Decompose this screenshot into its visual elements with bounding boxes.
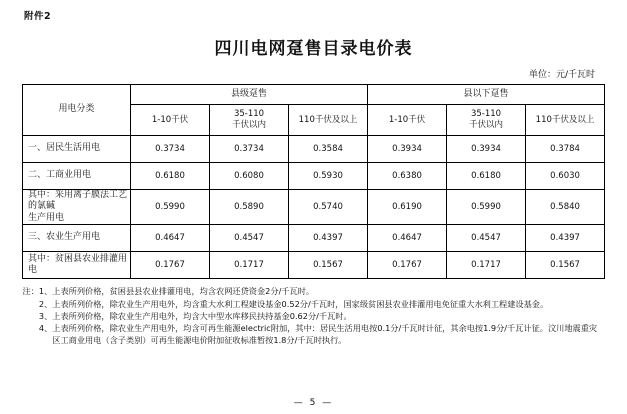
header-group-below-county: 县以下趸售	[368, 85, 605, 105]
header-sub-4: 1-10千伏	[368, 105, 447, 136]
cell-value: 0.6180	[131, 163, 210, 190]
note-number: 3、	[38, 310, 53, 321]
cell-value: 0.5840	[526, 190, 605, 225]
cell-value: 0.6180	[447, 163, 526, 190]
row-category: 一、居民生活用电	[23, 136, 131, 163]
notes-label: 注：	[22, 286, 39, 296]
cell-value: 0.3734	[131, 136, 210, 163]
cell-value: 0.4397	[289, 225, 368, 252]
cell-value: 0.3734	[210, 136, 289, 163]
row-category: 三、农业生产用电	[23, 225, 131, 252]
cell-value: 0.3934	[447, 136, 526, 163]
note-text: 上表所列价格，贫困县县农业排灌用电，均含农网还贷资金2分/千瓦时。	[52, 286, 315, 296]
row-category: 其中：贫困县农业排灌用电	[23, 252, 131, 279]
cell-value: 0.6080	[210, 163, 289, 190]
page-number: — 5 —	[293, 398, 334, 408]
table-header-row-groups	[23, 85, 605, 105]
row-category-line2: 生产用电	[28, 212, 65, 223]
cell-value: 0.1717	[447, 252, 526, 279]
note-text: 上表所列价格，除农业生产用电外，均含大中型水库移民扶持基金0.62分/千瓦时。	[52, 310, 352, 321]
cell-value: 0.6190	[368, 190, 447, 225]
header-sub-3: 110千伏及以上	[289, 105, 368, 136]
header-sub-2-line1: 35-110	[233, 109, 265, 120]
header-group-county: 县级趸售	[131, 85, 368, 105]
note-number: 1、	[38, 286, 53, 296]
cell-value: 0.5990	[447, 190, 526, 225]
header-sub-5-line1: 35-110	[470, 109, 502, 120]
row-category: 二、工商业用电	[23, 163, 131, 190]
cell-value: 0.1767	[131, 252, 210, 279]
note-item	[23, 323, 605, 347]
row-category-line1: 其中：采用离子膜法工艺的氯碱	[28, 190, 128, 212]
cell-value: 0.1717	[210, 252, 289, 279]
cell-value: 0.6030	[526, 163, 605, 190]
header-sub-2	[210, 105, 289, 136]
header-sub-1: 1-10千伏	[131, 105, 210, 136]
table-row	[23, 136, 605, 163]
cell-value: 0.5890	[210, 190, 289, 225]
header-sub-5	[447, 105, 526, 136]
note-number: 4、	[38, 322, 53, 333]
note-item	[23, 299, 605, 311]
cell-value: 0.1567	[289, 252, 368, 279]
cell-value: 0.3934	[368, 136, 447, 163]
cell-value: 0.6380	[368, 163, 447, 190]
page-title: 四川电网趸售目录电价表	[214, 39, 413, 59]
table-row	[23, 225, 605, 252]
cell-value: 0.4397	[526, 225, 605, 252]
cell-value: 0.3584	[289, 136, 368, 163]
note-item	[23, 311, 605, 323]
header-sub-6: 110千伏及以上	[526, 105, 605, 136]
unit-note: 单位：元/千瓦时	[528, 70, 595, 80]
note-item	[23, 286, 605, 298]
cell-value: 0.4647	[368, 225, 447, 252]
cell-value: 0.4647	[131, 225, 210, 252]
cell-value: 0.5740	[289, 190, 368, 225]
cell-value: 0.5930	[289, 163, 368, 190]
note-number: 2、	[38, 298, 53, 309]
cell-value: 0.4547	[447, 225, 526, 252]
cell-value: 0.5990	[131, 190, 210, 225]
price-table	[22, 84, 605, 279]
header-sub-5-line2: 千伏以内	[469, 120, 504, 130]
notes-block	[23, 286, 605, 346]
note-text: 上表所列价格，除农业生产用电外，均含可再生能源electric附加，其中：居民生活用电按0.1分/千瓦时计征，其余电按1.9分/千瓦计征。汶川地震重灾区工商业用电（含子类别）可再生能源电价附加征收标准暂按1.8分/千瓦时执行。	[52, 322, 598, 345]
header-sub-2-line2: 千伏以内	[231, 120, 266, 130]
table-row	[23, 190, 605, 225]
header-category: 用电分类	[23, 85, 131, 136]
cell-value: 0.4547	[210, 225, 289, 252]
table-row	[23, 252, 605, 279]
cell-value: 0.1767	[368, 252, 447, 279]
row-category	[23, 190, 131, 225]
cell-value: 0.3784	[526, 136, 605, 163]
attachment-label: 附件2	[24, 11, 52, 22]
cell-value: 0.1567	[526, 252, 605, 279]
table-row	[23, 163, 605, 190]
note-text: 上表所列价格，除农业生产用电外，均含重大水利工程建设基金0.52分/千瓦时，国家级贫困县农业排灌用电免征重大水利工程建设基金。	[52, 298, 549, 309]
